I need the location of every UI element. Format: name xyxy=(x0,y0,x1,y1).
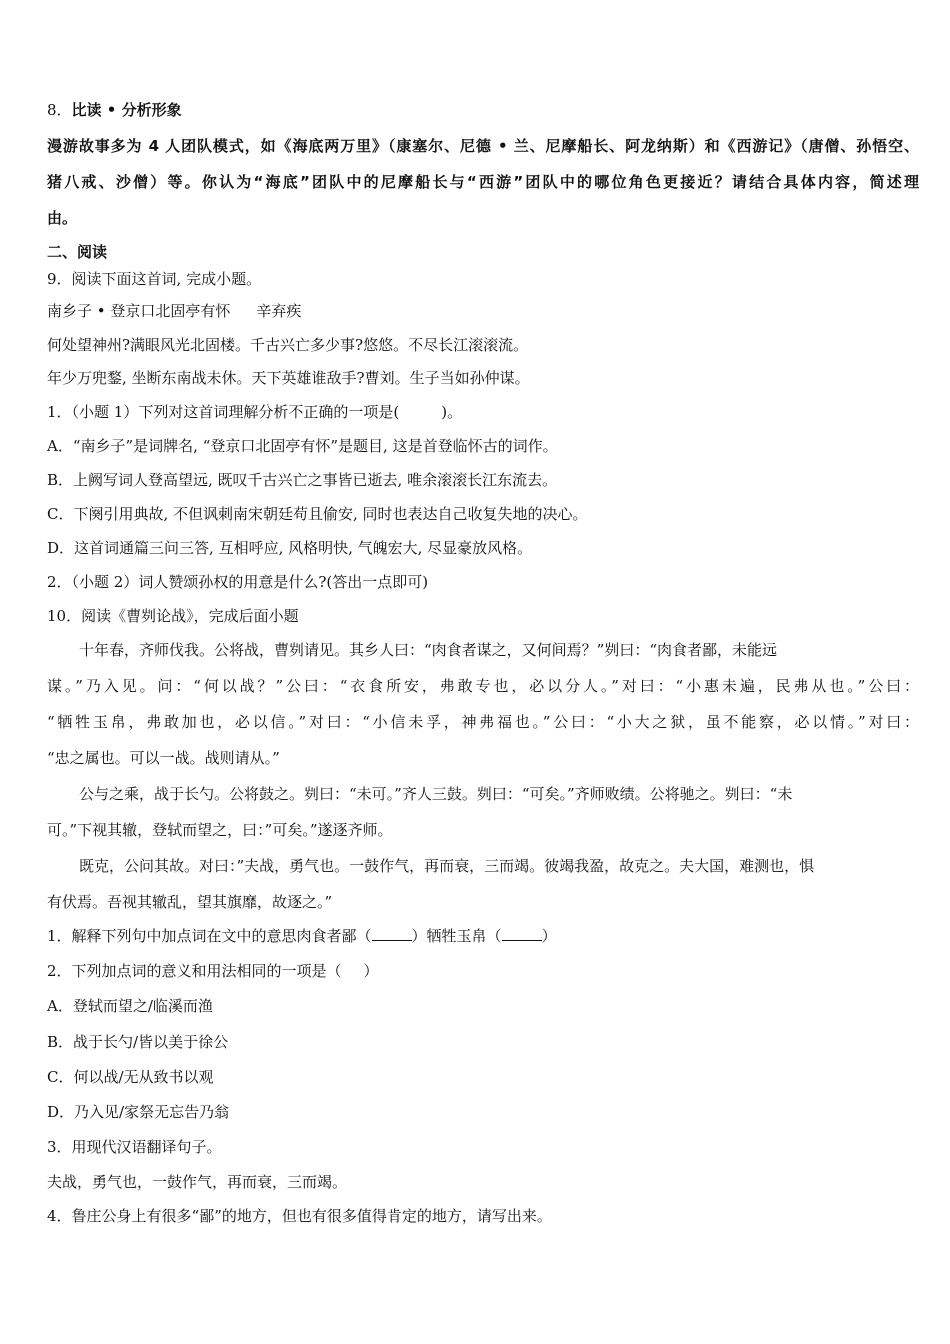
poem-line-2: 年少万兜鍪, 坐断东南战未休。天下英雄谁敌手?曹刘。生子当如孙仲谋。 xyxy=(47,369,530,387)
q10-sub2-end: ） xyxy=(363,962,379,980)
passage-p2-line-1: 公与之乘，战于长勺。公将鼓之。刿曰：“未可。”齐人三鼓。刿曰：“可矣。”齐师败绩。公将驰之。刿曰：“未 xyxy=(79,785,793,803)
answer-blank-1[interactable] xyxy=(372,926,412,941)
q10-sub1-text-3: ） xyxy=(541,927,557,945)
q10-sub4: 4．鲁庄公身上有很多“鄙”的地方，但也有很多值得肯定的地方，请写出来。 xyxy=(47,1207,552,1225)
answer-blank-2[interactable] xyxy=(502,926,542,941)
passage-p1-line-3: “牺牲玉帛，弗敢加也，必以信。”对曰：“小信未孚，神弗福也。”公曰：“小大之狱，虽不能察，必以情。”对曰： xyxy=(47,713,919,731)
q8-title: 比读 • 分析形象 xyxy=(71,101,182,119)
q10-sub1-text: 1．解释下列句中加点词在文中的意思肉食者鄙（ xyxy=(47,927,372,945)
poem-heading xyxy=(47,301,301,321)
passage-p2-line-2: 可。”下视其辙，登轼而望之，曰：”可矣。”遂逐齐师。 xyxy=(47,821,393,839)
q8-body-line-1: 漫游故事多为 4 人团队模式，如《海底两万里》（康塞尔、尼德 • 兰、尼摩船长、阿龙纳斯）和《西游记》（唐僧、孙悟空、 xyxy=(47,137,919,155)
poem-author: 辛弃疾 xyxy=(256,302,302,320)
passage-p3-line-1: 既克，公问其故。对曰：”夫战，勇气也。一鼓作气，再而衰，三而竭。彼竭我盈，故克之。夫大国，难测也，惧 xyxy=(79,857,815,875)
q9-option-d: D．这首词通篇三问三答, 互相呼应, 风格明快, 气魄宏大, 尽显豪放风格。 xyxy=(47,539,533,557)
q10-stem: 10．阅读《曹刿论战》，完成后面小题 xyxy=(47,607,299,625)
q9-sub1-stem xyxy=(47,402,462,422)
q10-option-a: A．登轼而望之/临溪而渔 xyxy=(47,997,213,1015)
q10-option-c: C．何以战/无从致书以观 xyxy=(47,1068,214,1086)
q8-body-line-2: 猪八戒、沙僧）等。你认为“海底”团队中的尼摩船长与“西游”团队中的哪位角色更接近？请结合具体内容，简述理 xyxy=(47,173,919,191)
q10-sub2-text: 2．下列加点词的意义和用法相同的一项是（ xyxy=(47,962,342,980)
q9-option-b: B．上阙写词人登高望远, 既叹千古兴亡之事皆已逝去, 唯余滚滚长江东流去。 xyxy=(47,471,558,489)
q9-option-a: A．“南乡子”是词牌名, “登京口北固亭有怀”是题目, 这是首登临怀古的词作。 xyxy=(47,437,558,455)
q10-sub1-text-2: ）牺牲玉帛（ xyxy=(411,927,502,945)
passage-p3-line-2: 有伏焉。吾视其辙乱，望其旗靡，故逐之。” xyxy=(47,893,333,911)
poem-title: 南乡子 • 登京口北固亭有怀 xyxy=(47,302,231,320)
q9-stem: 9．阅读下面这首词, 完成小题。 xyxy=(47,270,262,288)
q10-option-b: B．战于长勺/皆以美于徐公 xyxy=(47,1033,229,1051)
q10-sub2 xyxy=(47,961,379,981)
passage-p1-line-4: “忠之属也。可以一战。战则请从。” xyxy=(47,749,280,767)
passage-p1-line-1: 十年春，齐师伐我。公将战，曹刿请见。其乡人曰：“肉食者谋之，又何间焉？”刿曰：“肉食者鄙，未能远 xyxy=(79,641,778,659)
q9-sub1-stem-end: )。 xyxy=(441,403,463,421)
q9-sub2: 2．（小题 2）词人赞颂孙权的用意是什么?(答出一点即可) xyxy=(47,573,429,591)
q8-number: 8． xyxy=(47,101,72,119)
q10-sub3-sentence: 夫战，勇气也，一鼓作气，再而衰，三而竭。 xyxy=(47,1173,348,1191)
q8-body-line-3: 由。 xyxy=(47,209,78,227)
passage-p1-line-2: 谋。”乃入见。问：“何以战？”公曰：“衣食所安，弗敢专也，必以分人。”对曰：“小惠未遍，民弗从也。”公曰： xyxy=(47,677,919,695)
q10-sub3: 3．用现代汉语翻译句子。 xyxy=(47,1138,222,1156)
poem-line-1: 何处望神州?满眼风光北固楼。千古兴亡多少事?悠悠。不尽长江滚滚流。 xyxy=(47,336,529,354)
q8-heading xyxy=(47,100,182,120)
q10-option-d: D．乃入见/家祭无忘告乃翁 xyxy=(47,1103,230,1121)
q9-option-c: C．下阕引用典故, 不但讽刺南宋朝廷苟且偷安, 同时也表达自己收复失地的决心。 xyxy=(47,505,588,523)
q10-sub1 xyxy=(47,926,557,946)
section-title-reading: 二、阅读 xyxy=(47,243,108,261)
q9-sub1-stem-text: 1．（小题 1）下列对这首词理解分析不正确的一项是( xyxy=(47,403,400,421)
